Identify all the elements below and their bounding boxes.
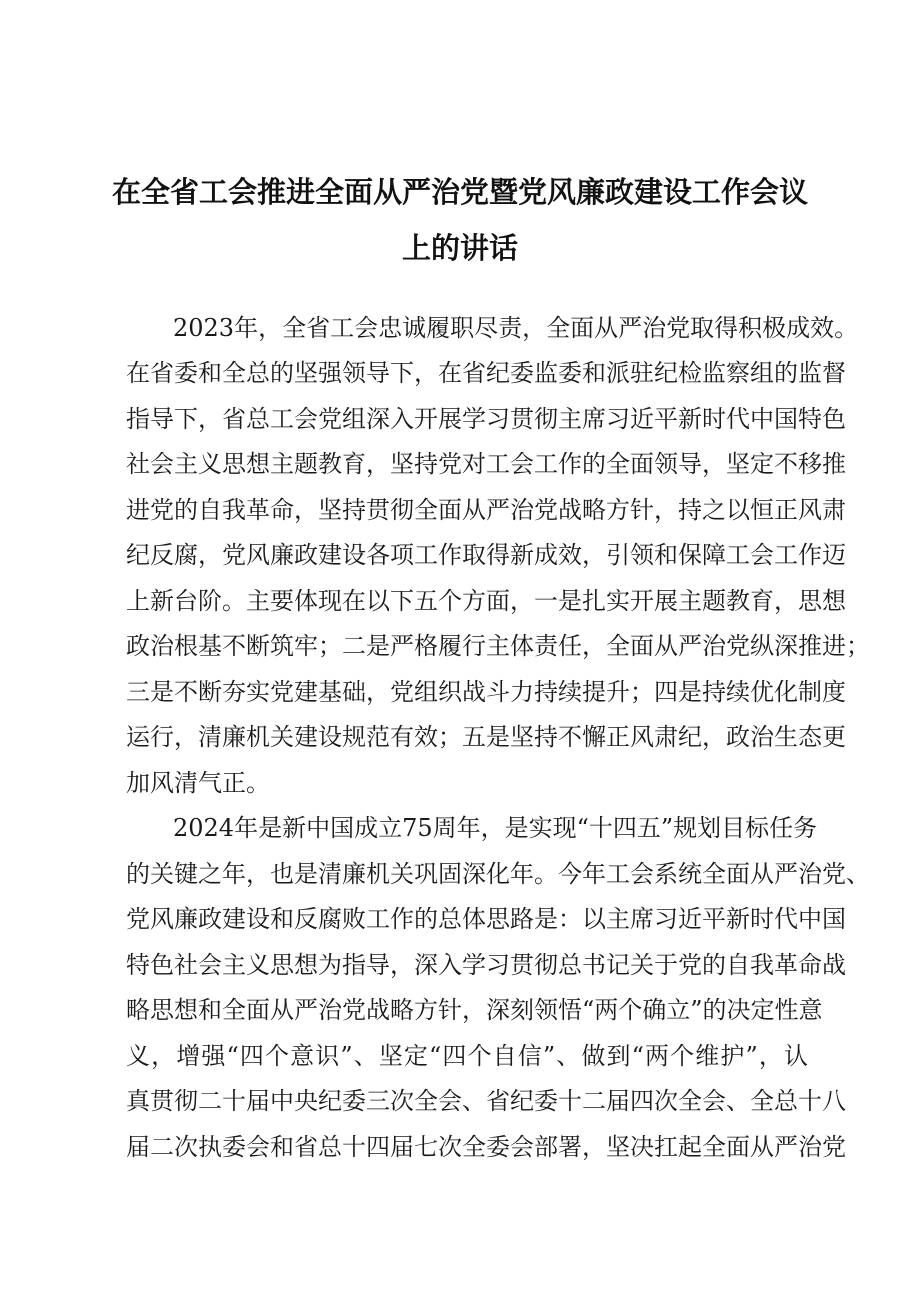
paragraph-line: 社会主义思想主题教育，坚持党对工会工作的全面领导，坚定不移推 (126, 450, 846, 478)
paragraph-line: 纪反腐，党风廉政建设各项工作取得新成效，引领和保障工会工作迈 (126, 541, 846, 569)
paragraph-line: 特色社会主义思想为指导，深入学习贯彻总书记关于党的自我革命战 (126, 951, 846, 979)
document-title-line-2: 上的讲话 (401, 231, 518, 265)
paragraph-line: 三是不断夯实党建基础，党组织战斗力持续提升；四是持续优化制度 (126, 678, 846, 706)
paragraph-line: 运行，清廉机关建设规范有效；五是坚持不懈正风肃纪，政治生态更 (126, 723, 846, 751)
paragraph-line: 略思想和全面从严治党战略方针，深刻领悟“两个确立”的决定性意 (126, 996, 823, 1024)
paragraph-line: 加风清气正。 (126, 769, 270, 797)
paragraph-line: 届二次执委会和省总十四届七次全委会部署，坚决扛起全面从严治党 (126, 1133, 846, 1161)
document-title-line-1: 在全省工会推进全面从严治党暨党风廉政建设工作会议 (111, 175, 808, 209)
paragraph-line: 在省委和全总的坚强领导下，在省纪委监委和派驻纪检监察组的监督 (126, 359, 846, 387)
paragraph-line: 2024年是新中国成立75周年，是实现“十四五”规划目标任务 (173, 814, 818, 842)
paragraph-line: 的关键之年，也是清廉机关巩固深化年。今年工会系统全面从严治党、 (126, 860, 870, 888)
paragraph-line: 指导下，省总工会党组深入开展学习贯彻主席习近平新时代中国特色 (126, 405, 846, 433)
paragraph-line: 真贯彻二十届中央纪委三次全会、省纪委十二届四次全会、全总十八 (126, 1087, 846, 1115)
paragraph-line: 2023年，全省工会忠诚履职尽责，全面从严治党取得积极成效。 (173, 314, 859, 342)
paragraph-line: 党风廉政建设和反腐败工作的总体思路是：以主席习近平新时代中国 (126, 905, 846, 933)
paragraph-line: 上新台阶。主要体现在以下五个方面，一是扎实开展主题教育，思想 (126, 587, 846, 615)
paragraph-line: 义，增强“四个意识”、坚定“四个自信”、做到“两个维护”，认 (126, 1042, 808, 1070)
paragraph-line: 进党的自我革命，坚持贯彻全面从严治党战略方针，持之以恒正风肃 (126, 496, 846, 524)
paragraph-line: 政治根基不断筑牢；二是严格履行主体责任，全面从严治党纵深推进； (126, 632, 870, 660)
